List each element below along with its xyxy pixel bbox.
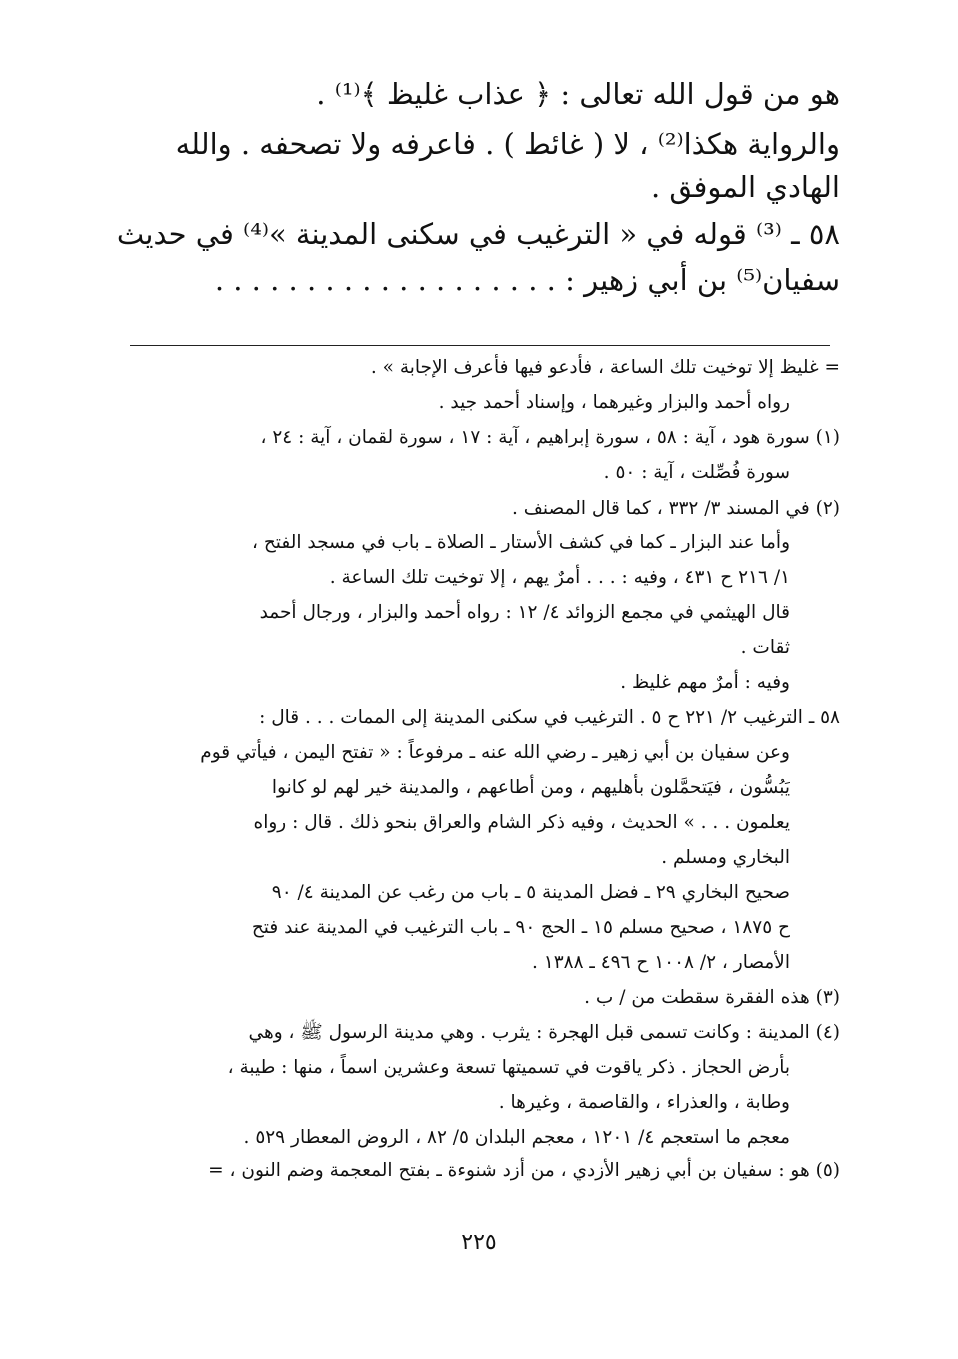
- footnote-line: قال الهيثمي في مجمع الزوائد ٤/ ١٢ : رواه أحمد والبزار ، ورجال أحمد: [259, 602, 790, 623]
- footnote-line: ٥٨ ـ الترغيب ٢/ ٢٢١ ح ٥ . الترغيب في سكنى المدينة إلى الممات . . . قال :: [259, 707, 840, 728]
- footnote-line: رواه أحمد والبزار وغيرهما ، وإسناد أحمد جيد .: [438, 392, 790, 413]
- main-text-line: هو من قول الله تعالى : ﴿ عذاب غليظ ﴾⁽¹⁾ .: [316, 77, 840, 111]
- footnote-line: سورة فُصِّلت ، آية : ٥٠ .: [603, 462, 790, 483]
- main-text-line: سفيان⁽⁵⁾ بن أبي زهير : . . . . . . . . . . . . . . . . . . .: [214, 263, 840, 297]
- main-text-line: الهادي الموفق .: [650, 170, 840, 204]
- footnote-line: (٢) في المسند ٣/ ٣٣٢ ، كما قال المصنف .: [511, 498, 840, 519]
- footnote-line: وعن سفيان بن أبي زهير ـ رضي الله عنه ـ مرفوعاً : « تفتح اليمن ، فيأتي قوم: [200, 742, 790, 763]
- footnote-line: (٣) هذه الفقرة سقطت من / ب .: [584, 987, 840, 1008]
- footnote-line: وأما عند البزار ـ كما في كشف الأستار ـ الصلاة ـ باب في مسجد الفتح ،: [252, 532, 790, 553]
- footnote-line: معجم ما استعجم ٤/ ١٢٠١ ، معجم البلدان ٥/ ٨٢ ، الروض المعطار ٥٢٩ .: [243, 1127, 790, 1148]
- footnote-line: (٥) هو : سفيان بن أبي زهير الأزدي ، من أزد شنوءة ـ بفتح المعجمة وضم النون ، =: [208, 1160, 840, 1181]
- footnote-line: ١/ ٢١٦ ح ٤٣١ ، وفيه : . . . أمرٌ يهم ، إلا توخيت تلك الساعة .: [329, 567, 790, 588]
- footnote-line: البخاري ومسلم .: [661, 847, 790, 868]
- footnote-line: صحيح البخاري ٢٩ ـ فضل المدينة ٥ ـ باب من رغب عن المدينة ٤/ ٩٠: [271, 882, 790, 903]
- footnote-line: يَبُسُّون ، فيَتحمَّلون بأهليهم ، ومن أطاعهم ، والمدينة خير لهم لو كانوا: [271, 777, 790, 798]
- footnote-separator: [130, 345, 830, 346]
- footnote-line: = غليظ إلا توخيت تلك الساعة ، فأدعو فيها فأعرف الإجابة » .: [370, 357, 840, 378]
- page-number: ٢٢٥: [461, 1230, 497, 1255]
- footnote-line: وفيه : أمرٌ مهم غليظ .: [620, 672, 790, 693]
- main-text-line: ٥٨ ـ ⁽³⁾ قوله في « الترغيب في سكنى المدينة »⁽⁴⁾ في حديث: [116, 217, 840, 251]
- footnote-line: (١) سورة هود ، آية : ٥٨ ، سورة إبراهيم ، آية : ١٧ ، سورة لقمان ، آية : ٢٤ ،: [260, 427, 840, 448]
- footnote-line: ح ١٨٧٥ ، صحيح مسلم ١٥ ـ الحج ٩٠ ـ باب الترغيب في المدينة عند فتح: [251, 917, 790, 938]
- footnote-line: ثقات .: [740, 637, 790, 658]
- footnote-line: (٤) المدينة : وكانت تسمى قبل الهجرة : يثرب . وهي مدينة الرسول ﷺ ، وهي: [248, 1022, 840, 1043]
- footnote-line: يعلمون . . . » الحديث ، وفيه ذكر الشام والعراق بنحو ذلك . قال : رواه: [253, 812, 790, 833]
- footnote-line: الأمصار ، ٢/ ١٠٠٨ ح ٤٩٦ ـ ١٣٨٨ .: [532, 952, 790, 973]
- footnote-line: بأرض الحجاز . ذكر ياقوت في تسميتها تسعة وعشرين اسماً ، منها : طيبة ،: [227, 1057, 790, 1078]
- main-text-line: والرواية هكذا⁽²⁾ ، لا ( غائط ) . فاعرفه ولا تصحفه . والله: [175, 127, 840, 161]
- footnote-line: وطابة ، والعذراء ، والقاصمة ، وغيرها .: [498, 1092, 790, 1113]
